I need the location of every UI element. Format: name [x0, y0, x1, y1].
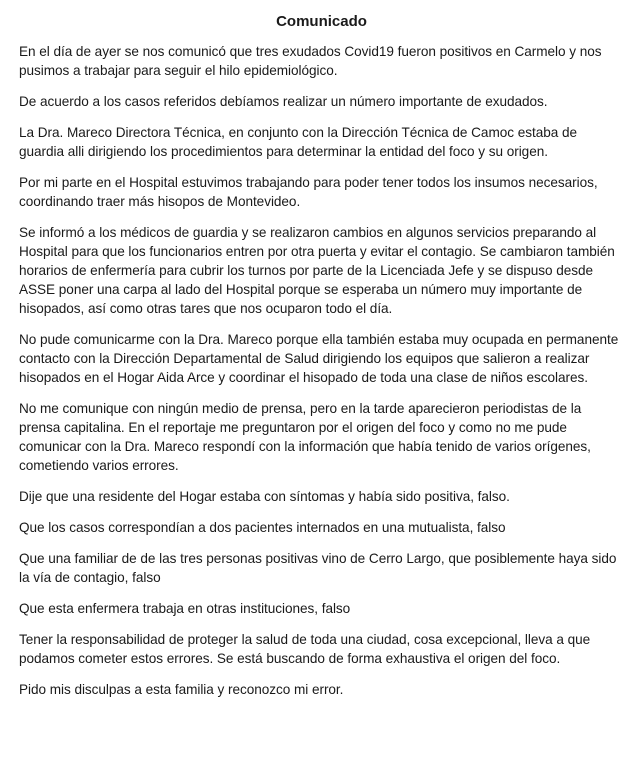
paragraph-13: Pido mis disculpas a esta familia y reconozco mi error.	[19, 682, 344, 697]
paragraph-12: Tener la responsabilidad de proteger la salud de toda una ciudad, cosa excepcional, lleva a que podamos cometer estos errores. Se está buscando de forma exhaustiva el origen del foco.	[19, 632, 591, 666]
paragraph-7: No me comunique con ningún medio de prensa, pero en la tarde aparecieron periodistas de la prensa capitalina. En el reportaje me preguntaron por el origen del foco y como no me pude comunicar con la Dra. Mareco respondí con la información que había tenido de varios orígenes, cometiendo varios errores.	[19, 401, 591, 473]
paragraph-10: Que una familiar de de las tres personas positivas vino de Cerro Largo, que posiblemente haya sido la vía de contagio, falso	[19, 551, 617, 585]
paragraph-5: Se informó a los médicos de guardia y se realizaron cambios en algunos servicios preparando al Hospital para que los funcionarios entren por otra puerta y evitar el contagio. Se cambiaron también horarios de enfermería para cubrir los turnos por parte de la Licenciada Jefe y se dispuso desde ASSE poner una carpa al lado del Hospital porque se esperaba un número muy importante de hisopados, así como otras tares que nos ocuparon todo el día.	[19, 225, 615, 316]
paragraph-2: De acuerdo a los casos referidos debíamos realizar un número importante de exudados.	[19, 94, 548, 109]
paragraph-6: No pude comunicarme con la Dra. Mareco porque ella también estaba muy ocupada en permanente contacto con la Dirección Departamental de Salud dirigiendo los equipos que salieron a realizar hisopados en el Hogar Aida Arce y coordinar el hisopado de toda una clase de niños escolares.	[19, 332, 619, 385]
paragraph-4: Por mi parte en el Hospital estuvimos trabajando para poder tener todos los insumos necesarios, coordinando traer más hisopos de Montevideo.	[19, 175, 598, 209]
paragraph-9: Que los casos correspondían a dos pacientes internados en una mutualista, falso	[19, 520, 506, 535]
paragraph-1: En el día de ayer se nos comunicó que tres exudados Covid19 fueron positivos en Carmelo y nos pusimos a trabajar para seguir el hilo epidemiológico.	[19, 44, 602, 78]
paragraph-11: Que esta enfermera trabaja en otras instituciones, falso	[19, 601, 351, 616]
paragraph-8: Dije que una residente del Hogar estaba con síntomas y había sido positiva, falso.	[19, 489, 510, 504]
paragraph-3: La Dra. Mareco Directora Técnica, en conjunto con la Dirección Técnica de Camoc estaba de guardia alli dirigiendo los procedimientos para determinar la entidad del foco y su origen.	[19, 125, 577, 159]
document-title: Comunicado	[276, 13, 367, 30]
